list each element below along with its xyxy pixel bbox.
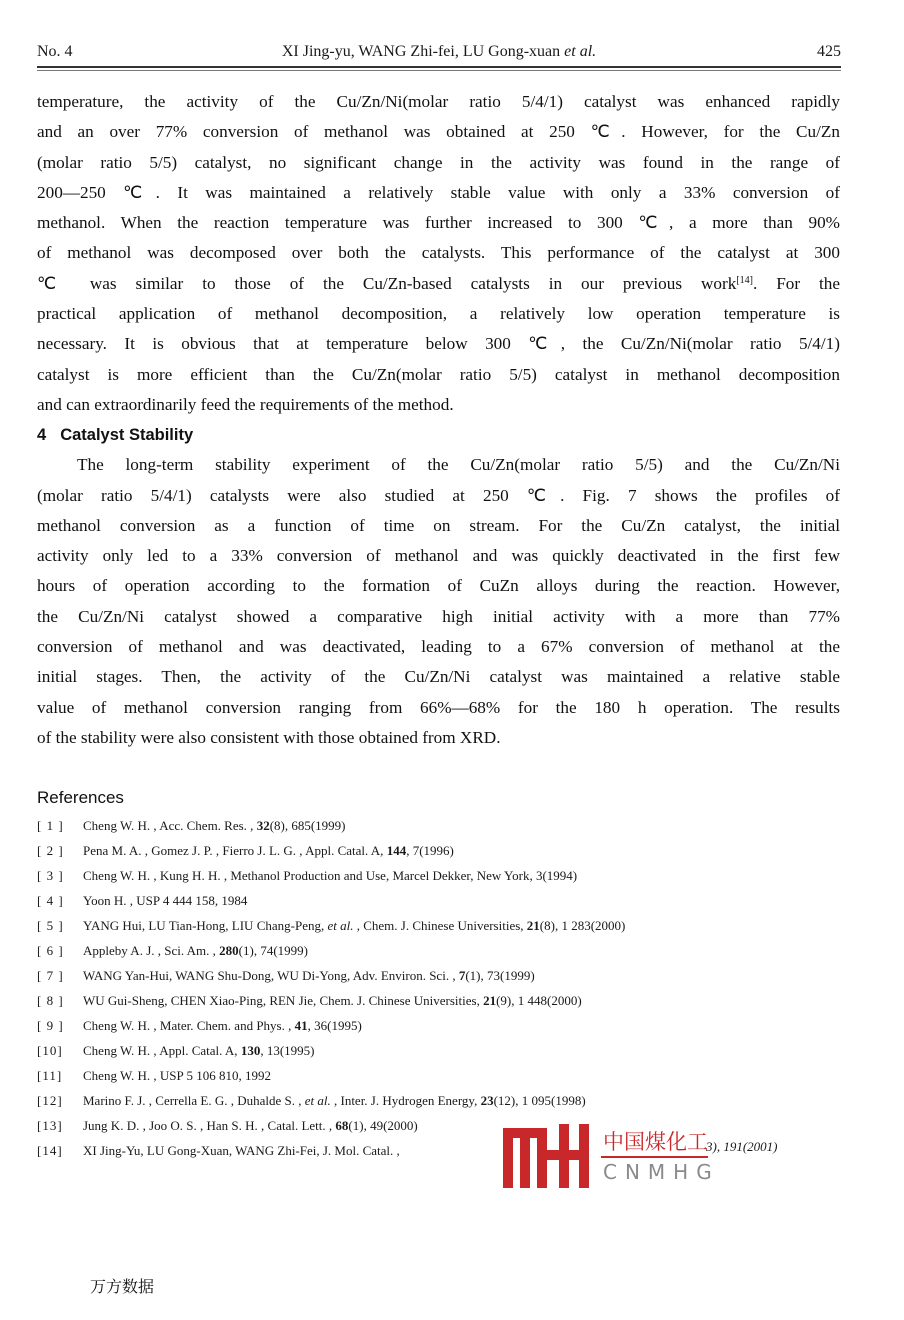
reference-item: [37, 915, 837, 940]
footer-brand: 万方数据: [90, 1277, 155, 1296]
ref-part: , 7(1996): [406, 843, 454, 858]
reference-number: [ 6 ]: [37, 943, 64, 958]
reference-item: [37, 865, 837, 890]
running-head-authors: [37, 43, 841, 61]
reference-item: [37, 990, 837, 1015]
watermark-chinese-text: 中国煤化工: [603, 1126, 708, 1156]
paragraph-2: [37, 450, 840, 753]
reference-number: [ 3 ]: [37, 868, 64, 883]
reference-item: [37, 815, 837, 840]
ref-part: , Chem. J. Chinese Universities,: [353, 918, 527, 933]
references-list: [37, 815, 837, 1165]
reference-item: [37, 1040, 837, 1065]
text-line: conversion of methanol and was deactivated, leading to a 67% conversion of methanol at the: [37, 637, 840, 657]
reference-item: [37, 1015, 837, 1040]
ref-volume: 32: [256, 818, 270, 833]
text-line: and an over 77% conversion of methanol was obtained at 250 ℃. However, for the Cu/Zn: [37, 122, 840, 142]
text-line: methanol conversion as a function of time on stream. For the Cu/Zn catalyst, the initial: [37, 515, 840, 535]
ref-volume: 130: [240, 1043, 261, 1058]
reference-text: [83, 893, 247, 908]
text-line: 200—250 ℃. It was maintained a relatively stable value with only a 33% conversion of: [37, 182, 840, 202]
ref-volume: 21: [483, 993, 497, 1008]
ref-part: (8), 1 283(2000): [539, 918, 626, 933]
text-line: of methanol was decomposed over both the catalysts. This performance of the catalyst at 300: [37, 243, 840, 263]
text-line: activity only led to a 33% conversion of methanol and was quickly deactivated in the first few: [37, 546, 840, 566]
text-fragment: . For the: [752, 273, 840, 293]
reference-number: [14]: [37, 1143, 63, 1158]
reference-item: [37, 1090, 837, 1115]
body-text: [37, 87, 840, 753]
reference-item: [37, 840, 837, 865]
reference-text: [83, 1068, 271, 1083]
reference-text: [83, 1043, 314, 1058]
ref-volume: 21: [526, 918, 540, 933]
ref-part: Appleby A. J. , Sci. Am. ,: [83, 943, 220, 958]
page-number: 425: [817, 43, 841, 60]
ref-volume: 280: [219, 943, 239, 958]
ref-volume: 144: [386, 843, 407, 858]
reference-text: [83, 843, 454, 858]
reference-number: [13]: [37, 1118, 63, 1133]
reference-number: [11]: [37, 1068, 63, 1083]
ref-part: Yoon H. , USP 4 444 158, 1984: [83, 893, 248, 908]
ref-part: WU Gui-Sheng, CHEN Xiao-Ping, REN Jie, Chem. J. Chinese Universities,: [83, 993, 484, 1008]
reference-text: [83, 918, 625, 933]
text-line: the Cu/Zn/Ni catalyst showed a comparative high initial activity with a more than 77%: [37, 606, 840, 626]
ref-part: Cheng W. H. , Mater. Chem. and Phys. ,: [83, 1018, 295, 1033]
ref-volume: 41: [294, 1018, 308, 1033]
ref-part: Marino F. J. , Cerrella E. G. , Duhalde S. ,: [83, 1093, 305, 1108]
text-line: practical application of methanol decomposition, a relatively low operation temperature is: [37, 304, 840, 324]
et-al-text: et al.: [564, 43, 597, 60]
issue-number: No. 4: [37, 43, 73, 60]
text-fragment: ℃ was similar to those of the Cu/Zn-based catalysts in our previous work: [37, 273, 737, 293]
reference-text: [83, 1093, 586, 1108]
ref-part: (9), 1 448(2000): [496, 993, 582, 1008]
ref-part: XI Jing-Yu, LU Gong-Xuan, WANG Zhi-Fei, J. Mol. Catal. ,: [83, 1143, 400, 1158]
reference-item: [37, 890, 837, 915]
reference-14-tail: 3), 191(2001): [706, 1139, 778, 1154]
cnmhg-watermark: [503, 1124, 753, 1190]
ref-part: (12), 1 095(1998): [493, 1093, 586, 1108]
text-line-with-citation: [37, 269, 840, 299]
ref-volume: 7: [458, 968, 466, 983]
reference-text: [83, 993, 582, 1008]
ref-volume: 68: [335, 1118, 349, 1133]
section-heading: [37, 420, 840, 450]
text-line: The long-term stability experiment of the Cu/Zn(molar ratio 5/5) and the Cu/Zn/Ni: [77, 455, 840, 475]
ref-et-al: et al.: [327, 918, 354, 933]
text-line: value of methanol conversion ranging from 66%—68% for the 180 h operation. The results: [37, 697, 840, 717]
reference-item: [37, 1065, 837, 1090]
reference-number: [ 9 ]: [37, 1018, 64, 1033]
header-rule: [37, 66, 841, 68]
reference-text: [83, 968, 535, 983]
reference-text: [83, 1143, 400, 1158]
reference-number: [ 4 ]: [37, 893, 64, 908]
watermark-underline: [601, 1156, 708, 1158]
ref-part: , Inter. J. Hydrogen Energy,: [330, 1093, 481, 1108]
text-line: hours of operation according to the formation of CuZn alloys during the reaction. However,: [37, 576, 840, 596]
reference-item: [37, 940, 837, 965]
citation-link[interactable]: [14]: [736, 274, 753, 286]
text-line: (molar ratio 5/5) catalyst, no significant change in the activity was found in the range of: [37, 152, 840, 172]
text-line: of the stability were also consistent with those obtained from XRD.: [37, 727, 501, 747]
authors-text: XI Jing-yu, WANG Zhi-fei, LU Gong-xuan: [281, 43, 561, 60]
cnmhg-logo-icon: [503, 1124, 595, 1188]
reference-number: [ 1 ]: [37, 818, 64, 833]
ref-part: WANG Yan-Hui, WANG Shu-Dong, WU Di-Yong, Adv. Environ. Sci. ,: [83, 968, 459, 983]
ref-part: YANG Hui, LU Tian-Hong, LIU Chang-Peng,: [83, 918, 328, 933]
text-line: (molar ratio 5/4/1) catalysts were also studied at 250 ℃. Fig. 7 shows the profiles of: [37, 485, 840, 505]
paragraph-1: [37, 87, 840, 420]
ref-part: , 13(1995): [260, 1043, 315, 1058]
reference-number: [ 2 ]: [37, 843, 64, 858]
text-line: temperature, the activity of the Cu/Zn/Ni(molar ratio 5/4/1) catalyst was enhanced rapidly: [37, 92, 840, 111]
ref-part: (8), 685(1999): [269, 818, 346, 833]
text-line: necessary. It is obvious that at temperature below 300 ℃, the Cu/Zn/Ni(molar ratio 5/4/1): [37, 334, 840, 354]
running-head: [37, 40, 841, 64]
text-line: initial stages. Then, the activity of the Cu/Zn/Ni catalyst was maintained a relative stable: [37, 667, 840, 687]
reference-number: [ 8 ]: [37, 993, 64, 1008]
header-rule-thin: [37, 70, 841, 71]
text-line: and can extraordinarily feed the requirements of the method.: [37, 394, 454, 414]
ref-part: Cheng W. H. , USP 5 106 810, 1992: [83, 1068, 272, 1083]
reference-number: [ 5 ]: [37, 918, 64, 933]
reference-text: [83, 1018, 362, 1033]
ref-volume: 23: [480, 1093, 494, 1108]
text-line: methanol. When the reaction temperature was further increased to 300 ℃, a more than 90%: [37, 213, 840, 233]
reference-number: [10]: [37, 1043, 63, 1058]
ref-part: Cheng W. H. , Appl. Catal. A,: [83, 1043, 241, 1058]
reference-text: [83, 818, 346, 833]
reference-text: [83, 1118, 418, 1133]
ref-et-al: et al.: [304, 1093, 331, 1108]
reference-text: [83, 943, 308, 958]
ref-part: Cheng W. H. , Kung H. H. , Methanol Production and Use, Marcel Dekker, New York, 3(1994): [83, 868, 578, 883]
reference-number: [ 7 ]: [37, 968, 64, 983]
ref-part: Cheng W. H. , Acc. Chem. Res. ,: [83, 818, 257, 833]
references-heading: References: [37, 788, 124, 807]
ref-part: (1), 73(1999): [465, 968, 535, 983]
reference-item: [37, 965, 837, 990]
ref-part: (1), 74(1999): [238, 943, 308, 958]
ref-part: (1), 49(2000): [348, 1118, 418, 1133]
ref-part: Jung K. D. , Joo O. S. , Han S. H. , Catal. Lett. ,: [83, 1118, 336, 1133]
reference-text: [83, 868, 577, 883]
watermark-english-text: CNMHG: [603, 1160, 720, 1184]
ref-part: , 36(1995): [307, 1018, 362, 1033]
reference-number: [12]: [37, 1093, 63, 1108]
section-title: Catalyst Stability: [60, 426, 194, 445]
text-line: catalyst is more efficient than the Cu/Zn(molar ratio 5/5) catalyst in methanol decomposition: [37, 364, 840, 384]
ref-part: Pena M. A. , Gomez J. P. , Fierro J. L. G. , Appl. Catal. A,: [83, 843, 387, 858]
section-number: 4: [37, 426, 47, 445]
